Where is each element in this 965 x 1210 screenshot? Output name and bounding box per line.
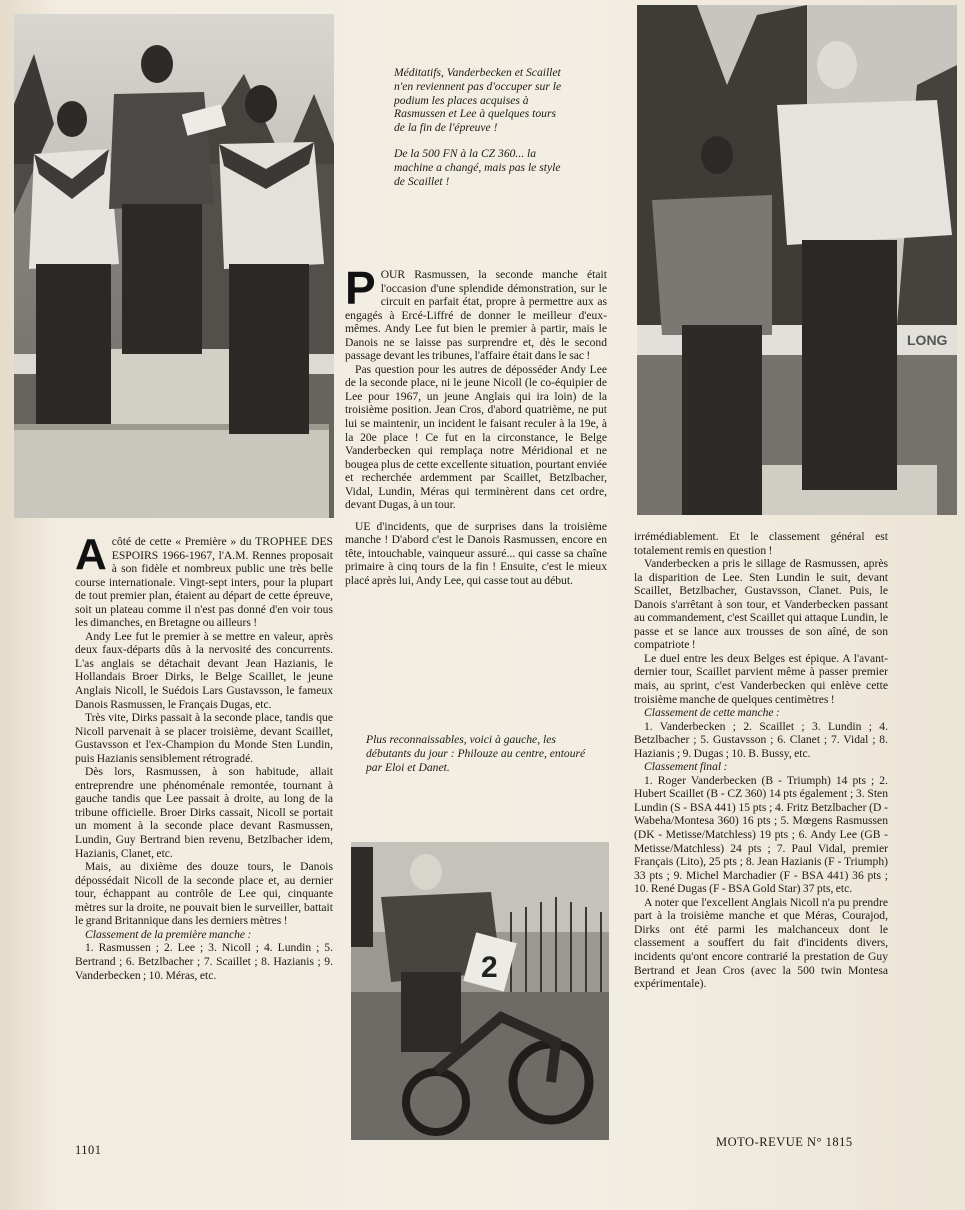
debutants-caption-area <box>366 733 592 786</box>
magazine-footer <box>716 1135 853 1150</box>
ranking-body: 1. Rasmussen ; 2. Lee ; 3. Nicoll ; 4. Lundin ; 5. Bertrand ; 6. Betzlbacher ; 7. Scaillet ; 8. Hazianis ; 9. Vanderbecken ; 10. Méras, etc. <box>75 941 333 982</box>
motocross-photo <box>351 842 609 1140</box>
banner-text: LONG <box>907 332 948 348</box>
final-ranking-title: Classement final : <box>644 760 728 774</box>
column-middle <box>345 262 607 588</box>
dropcap-a: A <box>75 530 107 579</box>
ranking-body: 1. Vanderbecken ; 2. Scaillet ; 3. Lundin ; 4. Betzlbacher ; 5. Gustavsson ; 6. Clanet ; 7. Vidal ; 8. Hazianis ; 9. Dugas ; 10. B. Bussy, etc. <box>634 719 888 760</box>
page-number: 1101 <box>75 1143 102 1157</box>
paragraph <box>345 262 607 363</box>
paragraph: Dès lors, Rasmussen, à son habitude, allait entreprendre une phénoménale remontée, tournant à gauche tandis que Lee passait à droite, au long de la tribune officielle. Broer Dirks cassait, Nicoll se portait un moment à la seconde place devant Rasmussen, Lundin, Guy Bertrand bien revenu, Betzlbacher idem, Hazianis, Clanet, etc. <box>75 765 333 860</box>
column-left <box>75 530 333 982</box>
number-plate-icon: 2 <box>481 951 498 984</box>
ranking-title: Classement de cette manche : <box>644 706 780 720</box>
paragraph: UE d'incidents, que de surprises dans la troisième manche ! D'abord c'est le Danois Rasmussen, encore en tête, intouchable, vainqueur assuré... qui casse sa chaîne primaire à cinq tours de la fin ! Ensuite, c'est le mieux placé après lui, Andy Lee, qui casse tout au début. <box>345 519 607 588</box>
paragraph: Le duel entre les deux Belges est épique. A l'avant-dernier tour, Scaillet parvient même à passer premier mais, au sprint, c'est Vanderbecken qui enlève cette troisième manche de quelques centimètres ! <box>634 651 888 706</box>
column-right <box>634 530 888 991</box>
paragraph: Vanderbecken a pris le sillage de Rasmussen, après la disparition de Lee. Sten Lundin le suit, devant Scaillet, Betzlbacher, Gustavsson, Clanet. Puis, le Danois s'arrêtant à son tour, et Vanderbecken passant au commandement, c'est Scaillet qui attaque Lundin, le passe et se lance aux trousses de son aîné, de son compatriote ! <box>634 557 888 652</box>
debutants-caption: Plus reconnaissables, voici à gauche, les débutants du jour : Philouze au centre, entouré par Eloi et Danet. <box>366 733 586 774</box>
lead-text: Rasmussen, la seconde manche était l'occasion d'une splendide démonstration, sur le circuit en parfait état, propre à permettre aux as engagés à Ercé-Liffré de donner le meilleur d'eux-mêmes. Andy Lee fut bien le premier à partir, mais le Danois ne se laisse pas surprendre et, dès le second passage devant les tribunes, l'affaire était dans le sac ! <box>345 268 607 363</box>
magazine-name: MOTO-REVUE <box>716 1135 804 1149</box>
intro-paragraph: côté de cette « Première » du TROPHEE DES ESPOIRS 1966-1967, l'A.M. Rennes proposait à son fidèle et nombreux public une très belle course internationale. Vingt-sept inters, pour la plupart de tout premier plan, étaient au départ de cette épreuve, soit un plateau comme il n'est pas donné d'en voir tous les dimanches, en Bretagne ou ailleurs ! <box>75 535 333 630</box>
podium-caption: Méditatifs, Vanderbecken et Scaillet n'en reviennent pas d'occuper sur le podium les places acquises à Rasmussen et Lee à quelques tours de la fin de l'épreuve ! <box>394 66 562 135</box>
machine-caption: De la 500 FN à la CZ 360... la machine a changé, mais pas le style de Scaillet ! <box>394 146 561 188</box>
dropcap-p: P <box>345 262 376 314</box>
lead-word: OUR <box>380 268 406 281</box>
paragraph: Très vite, Dirks passait à la seconde place, tandis que Nicoll parvenait à se placer troisième, devant Scaillet, Gustavsson et l'ex-Champion du Monde Sten Lundin, puis Hazianis sensiblement rétrogradé. <box>75 711 333 765</box>
ranking-title: Classement de la première manche : <box>85 927 252 941</box>
final-ranking-body: 1. Roger Vanderbecken (B - Triumph) 14 pts ; 2. Hubert Scaillet (B - CZ 360) 14 pts également ; 3. Sten Lundin (S - BSA 441) 15 pts ; 4. Fritz Betzlbacher (D - Wabeha/Montesa 360) 16 pts ; 5. Mœgens Rasmussen (DK - Metisse/Matchless) 19 pts ; 6. Andy Lee (GB - Metisse/Matchless) 24 pts ; 7. Paul Vidal, premier Français (Lito), 25 pts ; 8. Jean Hazianis (F - Triumph) 33 pts ; 9. Michel Marchadier (F - BSA 441) 36 pts ; 10. René Dugas (F - BSA Gold Star) 37 pts, etc. <box>634 773 888 896</box>
paragraph: irrémédiablement. Et le classement général est totalement remis en question ! <box>634 530 888 557</box>
paragraph: A noter que l'excellent Anglais Nicoll n'a pu prendre part à la troisième manche et que Méras, Courajod, Dirks ont été parmi les malchanceux dont le classement a souffert du fait d'incidents divers, incidents qu'ont encore contrarié la prestation de Guy Bertrand et Jean Cros (avec la 500 twin Montesa expérimentale). <box>634 895 888 991</box>
issue-number: N° 1815 <box>807 1135 853 1149</box>
paragraph: Andy Lee fut le premier à se mettre en valeur, après deux faux-départs dûs à la nervosité des concurrents. L'as anglais se détachait devant Jean Hazianis, le Hollandais Broer Dirks, le Belge Scaillet, le jeune Anglais Nicoll, le Suédois Lars Gustavsson, le fameux Danois Rasmussen, le Français Dugas, etc. <box>75 629 333 711</box>
photo-caption-area <box>394 66 564 200</box>
paragraph: Pas question pour les autres de déposséder Andy Lee de la seconde place, ni le jeune Nicoll (le co-équipier de Lee pour 1967, un jeune Anglais qui ira loin) de la troisième position. Jean Cros, d'abord quatrième, ne put lui se maintenir, un incident le faisant reculer à la 19e, à la 20e place ! Ce fut en la circonstance, le Belge Vanderbecken qui remplaça notre Méridional et ne bougea plus de cette excellente situation, pourtant enviée et recherchée ardemment par Scaillet, Betzlbacher, Vidal, Lundin, Méras qui terminèrent dans cet ordre, devant Dugas, à un tour. <box>345 362 607 512</box>
podium-photo <box>14 14 334 518</box>
paragraph: Mais, au dixième des douze tours, le Danois dépossédait Nicoll de la seconde place et, au dernier tour, échappant au contrôle de Lee qui, cinquante mètres sur la droite, ne pouvait bien le surveiller, battait le grand Britannique dans les derniers mètres ! <box>75 860 333 928</box>
two-riders-photo <box>637 5 957 515</box>
